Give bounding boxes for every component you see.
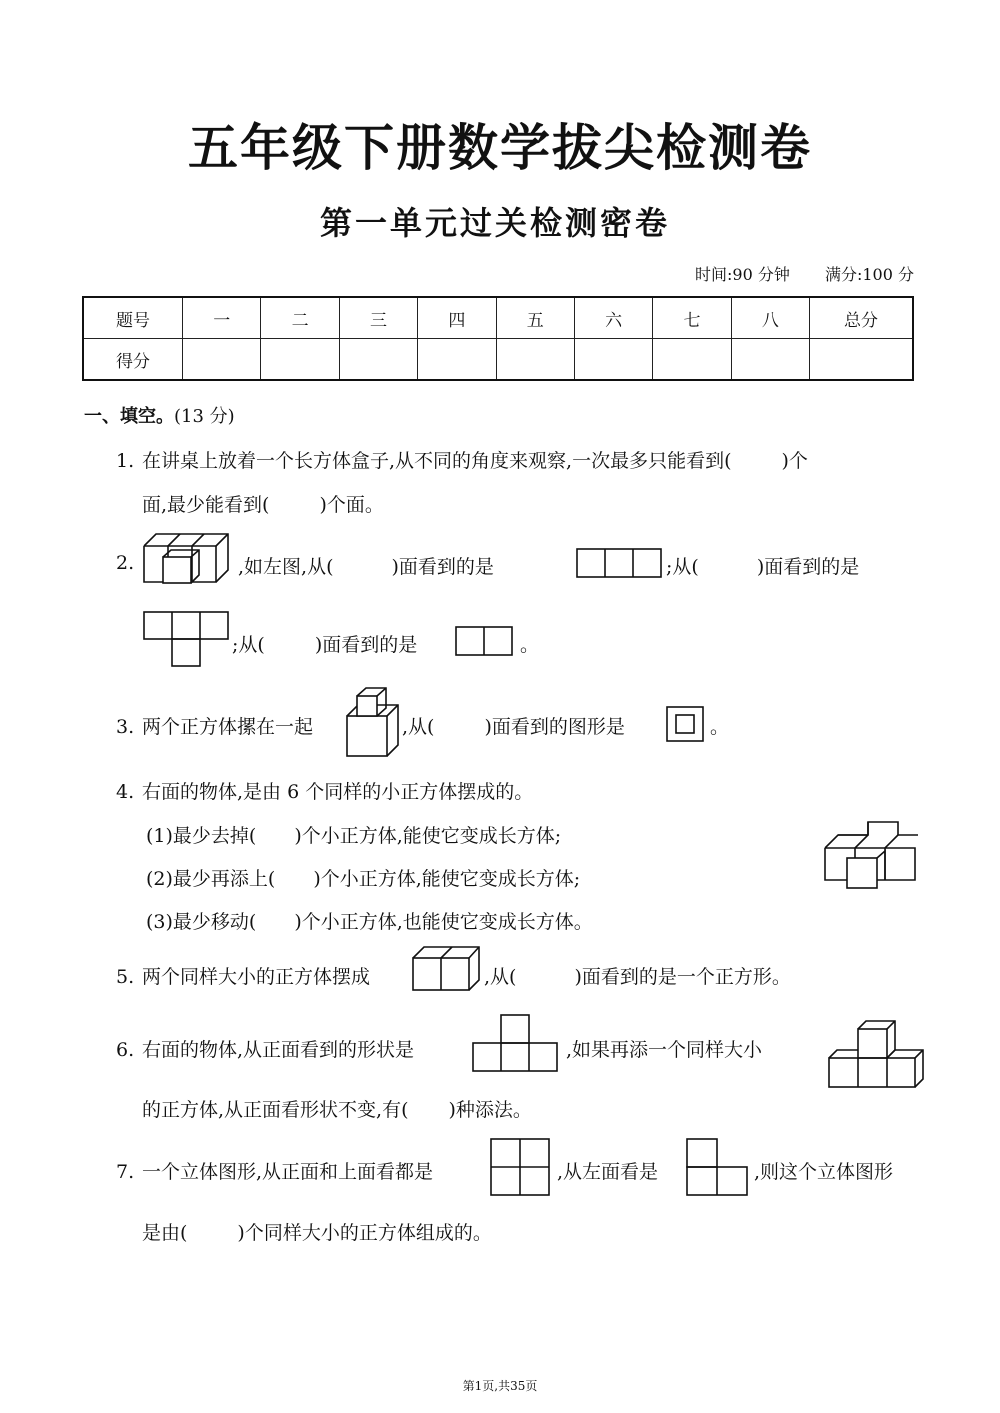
q6-front-view-figure	[472, 1014, 560, 1072]
question-text: 是由(	[142, 1222, 188, 1244]
question-text: 右面的物体,是由 6 个同样的小正方体摆成的。	[142, 781, 534, 803]
question-2-end: 。	[520, 634, 540, 656]
question-text: 两个同样大小的正方体摆成	[142, 966, 371, 988]
score-input-cell[interactable]	[496, 339, 574, 381]
question-6-text: ,如果再添一个同样大小	[566, 1039, 763, 1061]
q7-front-top-view-figure	[490, 1138, 550, 1196]
question-text: )面看到的是一个正方形。	[574, 966, 791, 988]
section-points: (13 分)	[174, 406, 235, 427]
question-7-text1: ,从左面看是	[557, 1161, 659, 1183]
question-text: 一个立体图形,从正面和上面看都是	[142, 1161, 434, 1183]
question-text: (3)最少移动(	[146, 911, 257, 933]
question-text: ,从(	[402, 716, 435, 738]
question-text: 面,最少能看到(	[142, 494, 270, 516]
score-cell: 二	[261, 297, 339, 339]
question-3-text	[402, 712, 625, 739]
question-2-line1	[116, 552, 142, 574]
question-text: 右面的物体,从正面看到的形状是	[142, 1039, 415, 1061]
question-number: 6.	[116, 1039, 135, 1061]
question-number: 4.	[116, 781, 135, 803]
question-number: 3.	[116, 716, 135, 738]
score-input-cell[interactable]	[339, 339, 417, 381]
question-text: )面看到的是	[756, 556, 860, 578]
q2-view-two-squares	[455, 626, 513, 656]
page-footer: 第1页,共35页	[462, 1379, 538, 1393]
question-5	[116, 962, 370, 989]
q6-object-figure	[828, 1018, 924, 1090]
q5-two-cubes-figure	[412, 946, 480, 992]
question-text: (2)最少再添上(	[146, 868, 276, 890]
q3-view-square-in-square	[666, 706, 704, 742]
question-text: ,从(	[484, 966, 517, 988]
question-number: 2.	[116, 552, 135, 574]
question-1-line1	[116, 446, 808, 473]
score-input-cell[interactable]	[574, 339, 652, 381]
score-cell: 得分	[83, 339, 183, 381]
question-2-line1-text	[238, 552, 494, 579]
page-subtitle: 第一单元过关检测密卷	[319, 204, 670, 242]
question-4-sub2	[146, 864, 580, 891]
score-table-score-row	[83, 339, 913, 381]
score-table-header-row	[83, 297, 913, 339]
exam-meta	[665, 262, 914, 285]
q3-stacked-cubes-figure	[346, 686, 400, 758]
score-input-cell[interactable]	[183, 339, 261, 381]
score-cell: 总分	[810, 297, 914, 339]
question-2-line2-text	[232, 630, 417, 657]
score-input-cell[interactable]	[810, 339, 914, 381]
time-limit: 时间:90 分钟	[695, 265, 790, 284]
question-text: ;从(	[232, 634, 265, 656]
question-text: )个小正方体,能使它变成长方体;	[313, 868, 581, 890]
question-text: (1)最少去掉(	[146, 825, 257, 847]
question-text: )个同样大小的正方体组成的。	[237, 1222, 492, 1244]
score-cell: 四	[418, 297, 496, 339]
question-text: 的正方体,从正面看形状不变,有(	[142, 1099, 409, 1121]
question-text: )个	[781, 450, 808, 472]
q4-six-cubes-figure	[824, 818, 920, 890]
question-4	[116, 777, 533, 804]
question-number: 1.	[116, 450, 135, 472]
question-text: )个小正方体,也能使它变成长方体。	[294, 911, 593, 933]
question-text: )个面。	[319, 494, 384, 516]
page-title: 五年级下册数学拔尖检测卷	[188, 119, 812, 177]
question-7-text2: ,则这个立体图形	[754, 1161, 894, 1183]
question-5-text	[484, 962, 791, 989]
question-6	[116, 1035, 414, 1062]
question-text: )个小正方体,能使它变成长方体;	[294, 825, 562, 847]
question-text: ,如左图,从(	[238, 556, 334, 578]
score-cell: 八	[731, 297, 809, 339]
q7-left-view-figure	[686, 1138, 748, 1196]
question-1-line2	[142, 490, 384, 517]
full-score: 满分:100 分	[824, 265, 914, 284]
question-number: 5.	[116, 966, 135, 988]
question-6-line2	[142, 1095, 532, 1122]
question-3-end: 。	[710, 716, 730, 738]
q2-view-three-squares	[576, 548, 662, 578]
question-text: 在讲桌上放着一个长方体盒子,从不同的角度来观察,一次最多只能看到(	[142, 450, 732, 472]
question-text: )面看到的是	[314, 634, 418, 656]
score-input-cell[interactable]	[418, 339, 496, 381]
question-4-sub1	[146, 821, 561, 848]
score-cell: 六	[574, 297, 652, 339]
question-number: 7.	[116, 1161, 135, 1183]
score-input-cell[interactable]	[261, 339, 339, 381]
score-cell: 五	[496, 297, 574, 339]
score-cell: 题号	[83, 297, 183, 339]
question-text: )面看到的图形是	[484, 716, 625, 738]
score-cell: 三	[339, 297, 417, 339]
score-cell: 七	[653, 297, 731, 339]
question-2-line1-text2	[666, 552, 859, 579]
q2-view-t-shape	[143, 611, 229, 667]
q2-cube-figure	[143, 533, 235, 585]
score-input-cell[interactable]	[653, 339, 731, 381]
section-label: 一、填空。	[84, 406, 174, 427]
question-text: )面看到的是	[391, 556, 494, 578]
score-table	[82, 296, 914, 381]
section-heading	[84, 402, 235, 428]
score-cell: 一	[183, 297, 261, 339]
score-input-cell[interactable]	[731, 339, 809, 381]
question-7-line2	[142, 1218, 492, 1245]
question-4-sub3	[146, 907, 593, 934]
question-3	[116, 712, 313, 739]
question-text: 两个正方体摞在一起	[142, 716, 314, 738]
question-7	[116, 1157, 433, 1184]
question-text: ;从(	[666, 556, 699, 578]
question-text: )种添法。	[448, 1099, 532, 1121]
